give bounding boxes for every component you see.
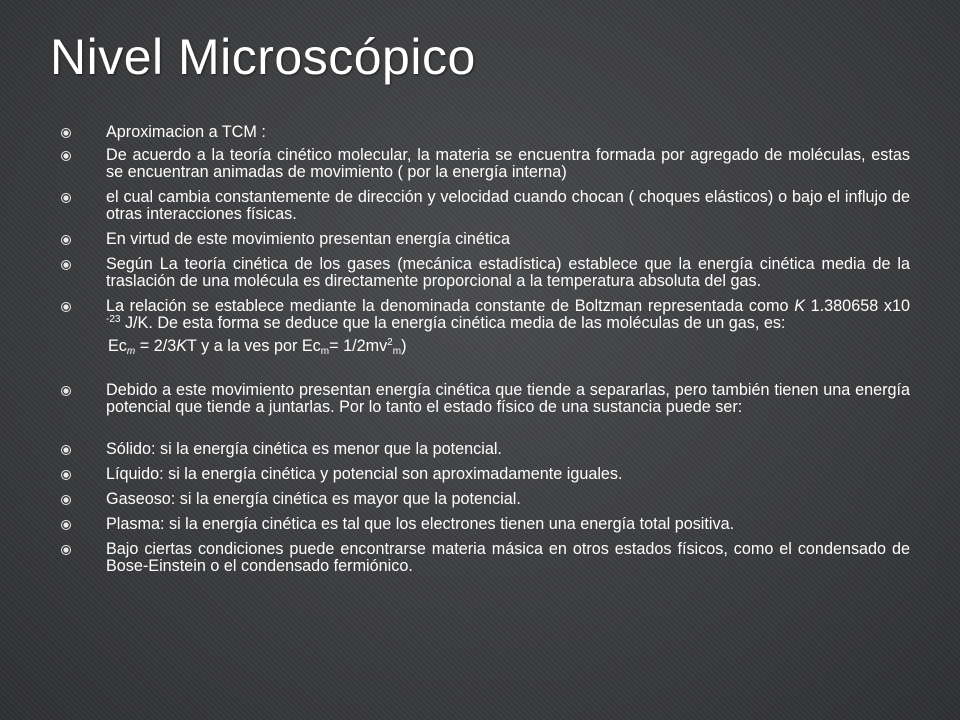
list-item [60,541,910,575]
bullet-icon [60,494,72,506]
list-item [60,256,910,290]
list-item [60,124,910,141]
list-item [60,466,910,483]
slide-title: Nivel Microscópico [50,29,476,85]
list-item [60,231,910,248]
bullet-text: el cual cambia constantemente de dirección y velocidad cuando chocan ( choques elásticos) o bajo el influjo de otras interacciones físicas. [106,188,910,223]
energy-formula [60,336,910,356]
bullet-icon [60,192,72,204]
formula-subscript: m [392,346,402,357]
bullet-text: Aproximacion a TCM : [106,123,266,141]
bullet-list [60,124,910,575]
bullet-icon [60,259,72,271]
boltzmann-text-1: La relación se establece mediante la denominada constante de Boltzman representada como [106,297,795,315]
list-item [60,441,910,458]
bullet-text: Plasma: si la energía cinética es tal que los electrones tienen una energía total positiva. [106,515,735,533]
bullet-icon [60,444,72,456]
boltzmann-exponent: -23 [106,314,121,325]
bullet-text: Según La teoría cinética de los gases (mecánica estadística) establece que la energía cinética media de la traslación de una molécula es directamente proporcional a la temperatura absoluta del gas. [106,255,910,290]
boltzmann-symbol: K [794,297,805,315]
bullet-text: En virtud de este movimiento presentan energía cinética [106,230,511,248]
list-item [60,382,910,416]
list-item [60,516,910,533]
bullet-icon [60,385,72,397]
bullet-icon [60,301,72,313]
list-item [60,147,910,181]
bullet-icon [60,150,72,162]
bullet-text: De acuerdo a la teoría cinético molecular, la materia se encuentra formada por agregado de moléculas, estas se encuentran animadas de movimiento ( por la energía interna) [106,146,910,181]
bullet-icon [60,127,72,139]
list-item-boltzmann [60,298,910,332]
formula-part: Ec [108,337,127,355]
list-item [60,491,910,508]
boltzmann-value: 1.380658 x10 [805,297,910,315]
formula-part: K [176,337,188,355]
formula-part: = 2/3 [135,337,177,355]
bullet-text: Sólido: si la energía cinética es menor que la potencial. [106,440,502,458]
bullet-text: Gaseoso: si la energía cinética es mayor que la potencial. [106,490,521,508]
bullet-icon [60,234,72,246]
formula-subscript [127,346,135,357]
formula-subscript: m [320,346,330,357]
bullet-text: Bajo ciertas condiciones puede encontrarse materia másica en otros estados físicos, como el condensado de Bose-Einstein o el condensado fermiónico. [106,540,910,575]
bullet-icon [60,519,72,531]
bullet-text: Debido a este movimiento presentan energía cinética que tiende a separarlas, pero también tienen una energía potencial que tiende a juntarlas. Por lo tanto el estado físico de una sustancia puede ser: [106,381,910,416]
bullet-text: Líquido: si la energía cinética y potencial son aproximadamente iguales. [106,465,623,483]
formula-part: m [126,346,136,357]
list-item [60,189,910,223]
formula-part: ) [401,337,407,355]
formula-superscript: 2 [387,337,393,348]
bullet-icon [60,469,72,481]
boltzmann-text-2: J/K. De esta forma se deduce que la energía cinética media de las moléculas de un gas, es: [120,314,786,332]
formula-part: T y a la ves por Ec [187,337,321,355]
formula-part: = 1/2mv [329,337,388,355]
bullet-icon [60,544,72,556]
